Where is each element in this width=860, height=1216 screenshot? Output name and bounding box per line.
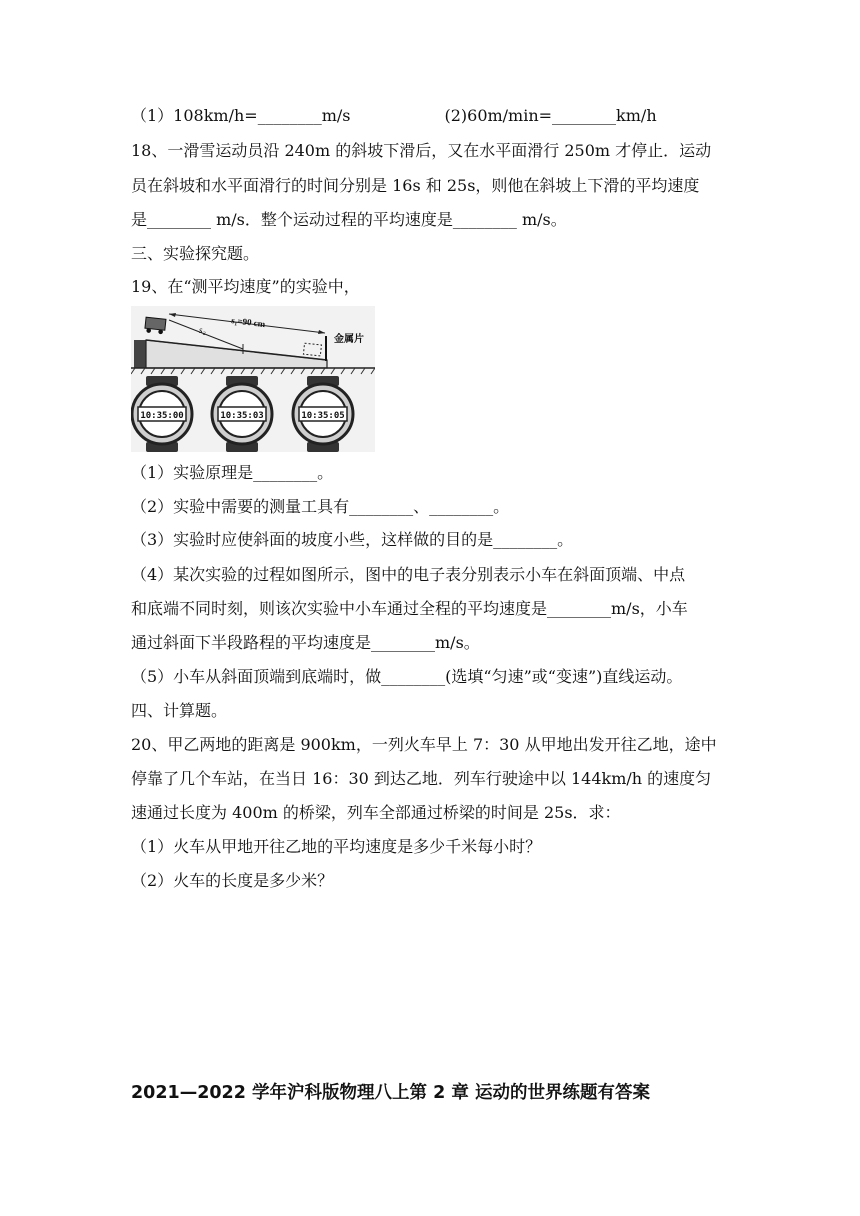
question-20-sub-2: （2）火车的长度是多少米？ <box>131 871 334 890</box>
question-20-line-2: 停靠了几个车站，在当日 16：30 到达乙地．列车行驶途中以 144km/h 的速度匀 <box>131 769 712 788</box>
question-18-line-2: 员在斜坡和水平面滑行的时间分别是 16s 和 25s，则他在斜坡上下滑的平均速度 <box>131 176 700 195</box>
question-18-line-1: 18、一滑雪运动员沿 240m 的斜坡下滑后，又在水平面滑行 250m 才停止．运动 <box>131 141 712 160</box>
stopwatch-2-time: 10:35:03 <box>220 411 264 421</box>
stopwatch-3-time: 10:35:05 <box>301 411 345 421</box>
exercise-17-part-2: (2)60m/min=________km/h <box>444 106 657 125</box>
question-19-part-5: （5）小车从斜面顶端到底端时，做________(选填“匀速”或“变速”)直线运动。 <box>131 667 683 686</box>
question-19-intro: 19、在“测平均速度”的实验中， <box>131 277 360 296</box>
exercise-17-parts <box>131 106 657 126</box>
section-3-heading: 三、实验探究题。 <box>131 244 260 263</box>
metal-plate-label: 金属片 <box>334 334 364 345</box>
question-19-part-2: （2）实验中需要的测量工具有________、________。 <box>131 497 510 516</box>
support-block <box>134 340 146 368</box>
question-18-line-3: 是________ m/s．整个运动过程的平均速度是________ m/s。 <box>131 210 567 229</box>
question-20-sub-1: （1）火车从甲地开往乙地的平均速度是多少千米每小时？ <box>131 837 542 856</box>
stopwatch-1-time: 10:35:00 <box>140 411 184 421</box>
s2-label: s₂ <box>199 325 206 335</box>
question-19-part-4-line-1: （4）某次实验的过程如图所示，图中的电子表分别表示小车在斜面顶端、中点 <box>131 565 686 584</box>
question-20-line-3: 速通过长度为 400m 的桥梁，列车全部通过桥梁的时间是 25s．求： <box>131 803 621 822</box>
question-19-part-1: （1）实验原理是________。 <box>131 463 334 482</box>
question-19-part-3: （3）实验时应使斜面的坡度小些，这样做的目的是________。 <box>131 530 574 549</box>
experiment-figure <box>131 306 375 452</box>
section-4-heading: 四、计算题。 <box>131 701 228 720</box>
exercise-17-part-1: （1）108km/h=________m/s <box>131 106 351 125</box>
question-19-part-4-line-2: 和底端不同时刻，则该次实验中小车通过全程的平均速度是________m/s，小车 <box>131 599 688 618</box>
document-footer-title: 2021—2022 学年沪科版物理八上第 2 章 运动的世界练题有答案 <box>131 1083 650 1103</box>
question-19-part-4-line-3: 通过斜面下半段路程的平均速度是________m/s。 <box>131 633 480 652</box>
question-20-line-1: 20、甲乙两地的距离是 900km，一列火车早上 7：30 从甲地出发开往乙地，途中 <box>131 735 717 754</box>
s1-distance-label: s₁=90 cm <box>230 315 266 330</box>
